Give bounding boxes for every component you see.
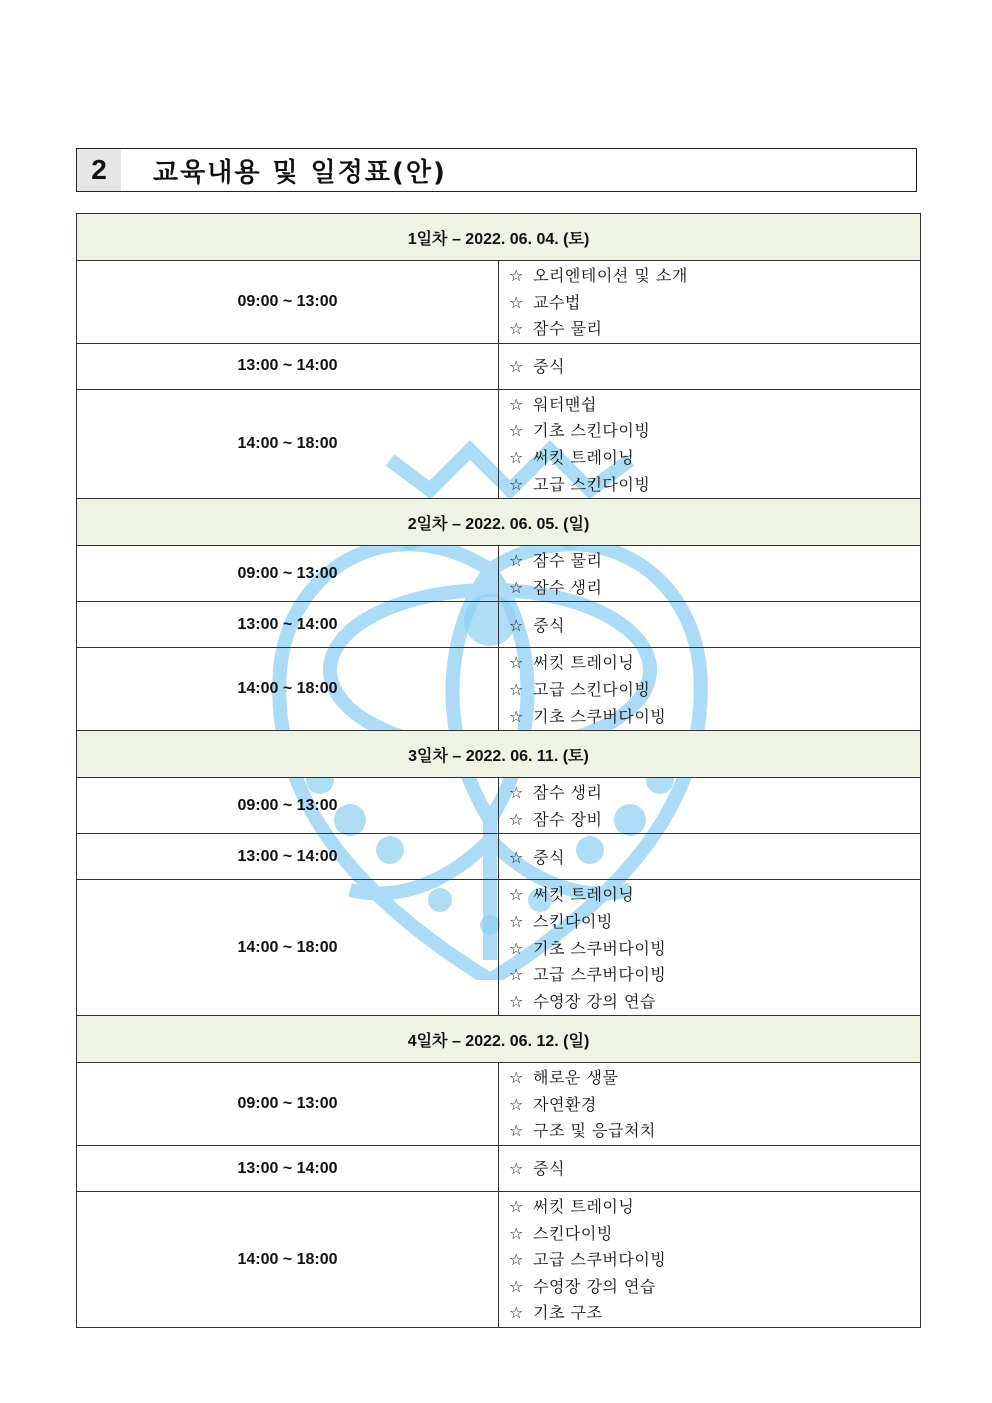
activity-label: 고급 스킨다이빙 bbox=[533, 474, 651, 494]
star-bullet-icon: ☆ bbox=[509, 356, 524, 376]
activity-label: 고급 스쿠버다이빙 bbox=[533, 965, 667, 985]
activity-label: 써킷 트레이닝 bbox=[533, 885, 635, 905]
activity-label: 수영장 강의 연습 bbox=[533, 1276, 656, 1296]
time-slot: 14:00 ~ 18:00 bbox=[77, 389, 499, 498]
star-bullet-icon: ☆ bbox=[509, 266, 524, 285]
star-bullet-icon: ☆ bbox=[509, 551, 524, 571]
activity-list bbox=[499, 546, 921, 602]
activity-label: 중식 bbox=[533, 356, 565, 376]
list-item bbox=[509, 1300, 920, 1327]
star-bullet-icon: ☆ bbox=[509, 292, 524, 312]
star-bullet-icon: ☆ bbox=[509, 847, 524, 867]
activity-label: 해로운 생물 bbox=[533, 1068, 619, 1088]
day-header: 1일차 – 2022. 06. 04. (토) bbox=[77, 214, 921, 261]
star-bullet-icon: ☆ bbox=[509, 447, 524, 467]
schedule-row bbox=[77, 389, 921, 498]
schedule-row bbox=[77, 546, 921, 602]
time-slot: 09:00 ~ 13:00 bbox=[77, 1063, 499, 1146]
activity-label: 오리엔테이션 및 소개 bbox=[533, 266, 688, 285]
activity-label: 고급 스킨다이빙 bbox=[533, 679, 651, 699]
activity-label: 잠수 생리 bbox=[533, 577, 603, 597]
list-item bbox=[509, 1092, 920, 1119]
activity-label: 기초 스킨다이빙 bbox=[533, 421, 651, 441]
star-bullet-icon: ☆ bbox=[509, 615, 524, 635]
activity-label: 고급 스쿠버다이빙 bbox=[533, 1250, 667, 1270]
activity-list bbox=[499, 343, 921, 389]
time-slot: 09:00 ~ 13:00 bbox=[77, 261, 499, 344]
list-item bbox=[509, 472, 920, 499]
list-item bbox=[509, 316, 920, 343]
activity-list bbox=[499, 389, 921, 498]
star-bullet-icon: ☆ bbox=[509, 1197, 524, 1217]
day-header-row bbox=[77, 731, 921, 778]
activity-list bbox=[499, 778, 921, 834]
activity-label: 스킨다이빙 bbox=[533, 911, 613, 931]
time-slot: 14:00 ~ 18:00 bbox=[77, 648, 499, 731]
activity-label: 써킷 트레이닝 bbox=[533, 1197, 635, 1217]
day-header-row bbox=[77, 214, 921, 261]
star-bullet-icon: ☆ bbox=[509, 1068, 524, 1088]
schedule-row bbox=[77, 834, 921, 880]
time-slot: 09:00 ~ 13:00 bbox=[77, 546, 499, 602]
activity-list bbox=[499, 1192, 921, 1328]
list-item bbox=[509, 392, 920, 419]
star-bullet-icon: ☆ bbox=[509, 1250, 524, 1270]
list-item bbox=[509, 445, 920, 472]
activity-label: 잠수 장비 bbox=[533, 809, 603, 829]
star-bullet-icon: ☆ bbox=[509, 577, 524, 597]
activity-label: 기초 스쿠버다이빙 bbox=[533, 706, 667, 726]
schedule-row bbox=[77, 261, 921, 344]
activity-label: 수영장 강의 연습 bbox=[533, 991, 656, 1011]
star-bullet-icon: ☆ bbox=[509, 394, 524, 414]
time-slot: 14:00 ~ 18:00 bbox=[77, 880, 499, 1016]
activity-label: 써킷 트레이닝 bbox=[533, 447, 635, 467]
star-bullet-icon: ☆ bbox=[509, 653, 524, 673]
activity-list bbox=[499, 261, 921, 344]
star-bullet-icon: ☆ bbox=[509, 1094, 524, 1114]
list-item bbox=[509, 1274, 920, 1301]
activity-label: 기초 스쿠버다이빙 bbox=[533, 938, 667, 958]
activity-label: 잠수 물리 bbox=[533, 551, 603, 571]
list-item bbox=[509, 613, 920, 640]
day-header: 4일차 – 2022. 06. 12. (일) bbox=[77, 1016, 921, 1063]
list-item bbox=[509, 290, 920, 317]
star-bullet-icon: ☆ bbox=[509, 1223, 524, 1243]
star-bullet-icon: ☆ bbox=[509, 938, 524, 958]
activity-list bbox=[499, 1063, 921, 1146]
activity-list bbox=[499, 648, 921, 731]
schedule-table bbox=[76, 213, 921, 1328]
star-bullet-icon: ☆ bbox=[509, 1276, 524, 1296]
schedule-row bbox=[77, 1192, 921, 1328]
activity-label: 자연환경 bbox=[533, 1094, 597, 1114]
time-slot: 13:00 ~ 14:00 bbox=[77, 602, 499, 648]
schedule-row bbox=[77, 880, 921, 1016]
star-bullet-icon: ☆ bbox=[509, 1303, 524, 1323]
star-bullet-icon: ☆ bbox=[509, 679, 524, 699]
time-slot: 13:00 ~ 14:00 bbox=[77, 343, 499, 389]
list-item bbox=[509, 845, 920, 872]
activity-label: 중식 bbox=[533, 1159, 565, 1179]
list-item bbox=[509, 1194, 920, 1221]
list-item bbox=[509, 936, 920, 963]
time-slot: 09:00 ~ 13:00 bbox=[77, 778, 499, 834]
star-bullet-icon: ☆ bbox=[509, 474, 524, 494]
schedule-row bbox=[77, 1146, 921, 1192]
star-bullet-icon: ☆ bbox=[509, 706, 524, 726]
list-item bbox=[509, 882, 920, 909]
activity-list bbox=[499, 880, 921, 1016]
star-bullet-icon: ☆ bbox=[509, 911, 524, 931]
section-header bbox=[76, 148, 917, 192]
list-item bbox=[509, 1156, 920, 1183]
section-title: 교육내용 및 일정표(안) bbox=[153, 157, 447, 188]
list-item bbox=[509, 575, 920, 602]
list-item bbox=[509, 962, 920, 989]
time-slot: 13:00 ~ 14:00 bbox=[77, 1146, 499, 1192]
star-bullet-icon: ☆ bbox=[509, 319, 524, 339]
schedule-row bbox=[77, 778, 921, 834]
list-item bbox=[509, 677, 920, 704]
star-bullet-icon: ☆ bbox=[509, 885, 524, 905]
star-bullet-icon: ☆ bbox=[509, 783, 524, 803]
schedule-row bbox=[77, 1063, 921, 1146]
activity-list bbox=[499, 602, 921, 648]
activity-label: 스킨다이빙 bbox=[533, 1223, 613, 1243]
activity-label: 중식 bbox=[533, 847, 565, 867]
star-bullet-icon: ☆ bbox=[509, 1121, 524, 1141]
list-item bbox=[509, 1221, 920, 1248]
schedule-row bbox=[77, 602, 921, 648]
list-item bbox=[509, 1065, 920, 1092]
day-header-row bbox=[77, 1016, 921, 1063]
activity-list bbox=[499, 1146, 921, 1192]
list-item bbox=[509, 548, 920, 575]
section-number: 2 bbox=[77, 149, 121, 191]
schedule-row bbox=[77, 343, 921, 389]
list-item bbox=[509, 807, 920, 834]
list-item bbox=[509, 909, 920, 936]
day-header-row bbox=[77, 499, 921, 546]
time-slot: 14:00 ~ 18:00 bbox=[77, 1192, 499, 1328]
activity-label: 교수법 bbox=[533, 292, 581, 312]
activity-list bbox=[499, 834, 921, 880]
star-bullet-icon: ☆ bbox=[509, 421, 524, 441]
star-bullet-icon: ☆ bbox=[509, 1159, 524, 1179]
star-bullet-icon: ☆ bbox=[509, 965, 524, 985]
list-item bbox=[509, 263, 920, 290]
activity-label: 기초 구조 bbox=[533, 1303, 603, 1323]
day-header: 3일차 – 2022. 06. 11. (토) bbox=[77, 731, 921, 778]
activity-label: 구조 및 응급처치 bbox=[533, 1121, 656, 1141]
activity-label: 써킷 트레이닝 bbox=[533, 653, 635, 673]
list-item bbox=[509, 354, 920, 381]
list-item bbox=[509, 650, 920, 677]
list-item bbox=[509, 1247, 920, 1274]
activity-label: 잠수 생리 bbox=[533, 783, 603, 803]
activity-label: 워터맨쉽 bbox=[533, 394, 597, 414]
list-item bbox=[509, 418, 920, 445]
day-header: 2일차 – 2022. 06. 05. (일) bbox=[77, 499, 921, 546]
activity-label: 잠수 물리 bbox=[533, 319, 603, 339]
star-bullet-icon: ☆ bbox=[509, 991, 524, 1011]
list-item bbox=[509, 1118, 920, 1145]
star-bullet-icon: ☆ bbox=[509, 809, 524, 829]
list-item bbox=[509, 989, 920, 1016]
schedule-row bbox=[77, 648, 921, 731]
list-item bbox=[509, 704, 920, 731]
activity-label: 중식 bbox=[533, 615, 565, 635]
list-item bbox=[509, 780, 920, 807]
time-slot: 13:00 ~ 14:00 bbox=[77, 834, 499, 880]
